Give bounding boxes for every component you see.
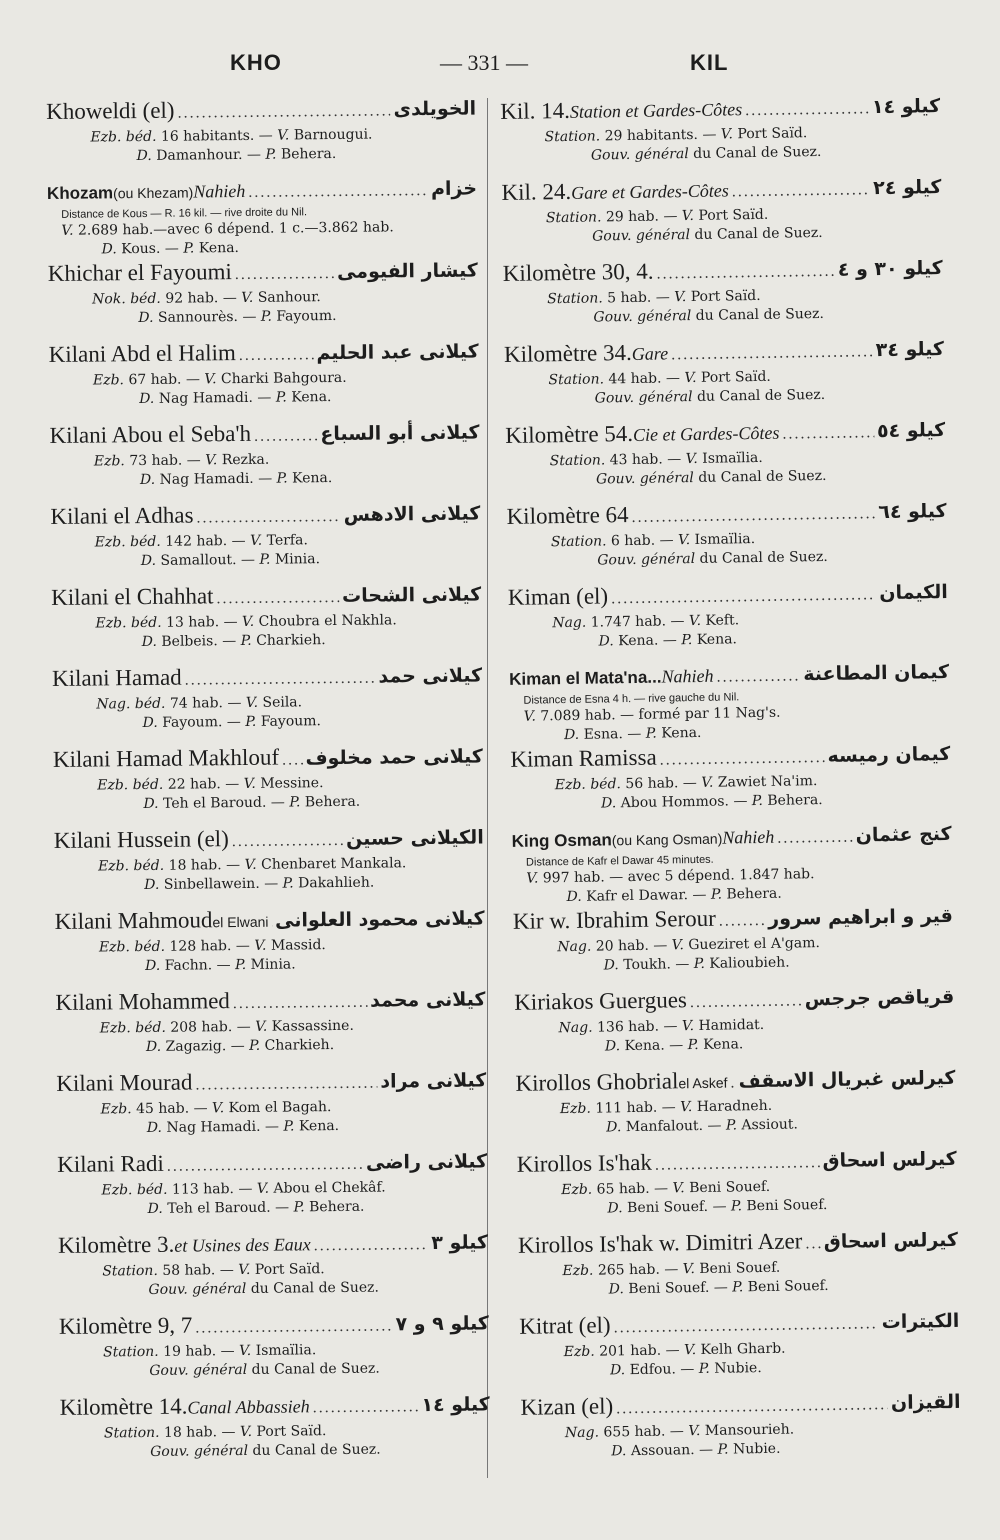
gazetteer-entry bbox=[50, 498, 481, 583]
entry-details: Ezb. béd. 13 hab. — V. Choubra el Nakhla. bbox=[95, 612, 397, 632]
running-head-right: KIL bbox=[690, 50, 729, 75]
entry-name: Kir w. Ibrahim Serour bbox=[512, 905, 717, 934]
gazetteer-entry bbox=[510, 739, 951, 827]
entry-name: Khoweldi (el) bbox=[46, 97, 175, 124]
entry-name: Kilani el Adhas bbox=[50, 502, 194, 529]
entry-qualifier: (ou Khezam) bbox=[113, 184, 194, 202]
entry-heading bbox=[49, 417, 479, 453]
entry-heading bbox=[51, 579, 481, 615]
entry-district: D. Toukh. — P. Kalioubieh. bbox=[603, 954, 790, 974]
entry-arabic-name: كيلانى حمد bbox=[378, 664, 483, 688]
entry-heading bbox=[59, 1308, 489, 1344]
gazetteer-entry bbox=[58, 1227, 489, 1312]
entry-name: Kilani Mohammed bbox=[55, 988, 230, 1015]
entry-district: D. Nag Hamadi. — P. Kena. bbox=[146, 1117, 340, 1137]
leader-dots bbox=[313, 1393, 419, 1422]
entry-details: Ezb. 45 hab. — V. Kom el Bagah. bbox=[100, 1099, 332, 1118]
entry-district: D. Nag Hamadi. — P. Kena. bbox=[139, 389, 332, 408]
entry-heading bbox=[46, 93, 476, 129]
entry-arabic-name: الكيمان bbox=[879, 581, 948, 605]
entry-arabic-name: الكيلانى حسين bbox=[345, 826, 484, 850]
entry-qualifier: el Elwani bbox=[212, 913, 269, 931]
entry-arabic-name: كيمان رميسه bbox=[827, 743, 951, 767]
entry-name: Kiriakos Guergues bbox=[514, 987, 688, 1015]
entry-arabic-name: كيلو ٢٤ bbox=[872, 176, 942, 200]
entry-name: Kilomètre 3. bbox=[57, 1231, 175, 1258]
entry-arabic-name: كيلانى الشحات bbox=[342, 583, 482, 607]
entry-details: V. 7.089 hab. — formé par 11 Nag's. bbox=[523, 704, 781, 725]
gazetteer-entry bbox=[514, 982, 955, 1070]
entry-district: D. Sinbellawein. — P. Dakahlieh. bbox=[144, 874, 375, 894]
entry-district: D. Damanhour. — P. Behera. bbox=[136, 145, 337, 165]
leader-dots bbox=[631, 500, 875, 532]
leader-dots bbox=[248, 177, 428, 207]
page-number: — 331 — bbox=[440, 50, 528, 75]
gazetteer-entry bbox=[55, 984, 486, 1069]
entry-district: D. Abou Hommos. — P. Behera. bbox=[600, 792, 823, 812]
entry-heading bbox=[54, 822, 484, 858]
gazetteer-entry bbox=[518, 1225, 959, 1313]
leader-dots bbox=[177, 97, 390, 127]
gazetteer-entry bbox=[48, 255, 479, 340]
entry-name: Kilani Mourad bbox=[56, 1069, 193, 1096]
entry-district: D. Manfalout. — P. Assiout. bbox=[606, 1116, 799, 1136]
entry-arabic-name: كيلانى مراد bbox=[380, 1069, 487, 1093]
entry-arabic-name: كيشار الفيومى bbox=[336, 259, 478, 283]
leader-dots bbox=[690, 987, 802, 1017]
leader-dots bbox=[745, 95, 869, 125]
entry-arabic-name: كيلو ١٤ bbox=[421, 1393, 490, 1417]
entry-details: Station. 58 hab. — V. Port Saïd. bbox=[102, 1261, 325, 1280]
gazetteer-entry bbox=[515, 1063, 956, 1151]
entry-details: Ezb. béd. 18 hab. — V. Chenbaret Mankala. bbox=[97, 855, 407, 875]
entry-district: Gouv. général du Canal de Suez. bbox=[593, 305, 825, 326]
entry-details: Ezb. 201 hab. — V. Kelh Gharb. bbox=[563, 1340, 786, 1361]
entry-district: D. Fachn. — P. Minia. bbox=[145, 956, 296, 975]
gazetteer-entry bbox=[57, 1146, 488, 1231]
entry-qualifier: el Askef bbox=[678, 1074, 728, 1092]
leader-dots bbox=[254, 422, 318, 451]
gazetteer-entry bbox=[520, 1387, 961, 1475]
entry-arabic-name: كيمان المطاعنة bbox=[803, 661, 950, 686]
entry-type: Nahieh bbox=[722, 826, 775, 848]
leader-dots bbox=[195, 1070, 377, 1100]
leader-dots bbox=[282, 746, 303, 774]
entry-name: Kirollos Is'hak w. Dimitri Azer bbox=[517, 1228, 803, 1258]
entry-arabic-name: خزام bbox=[430, 177, 478, 200]
entry-heading bbox=[58, 1227, 488, 1263]
entry-district: D. Nag Hamadi. — P. Kena. bbox=[139, 470, 333, 489]
entry-type: Nahieh bbox=[193, 180, 246, 202]
leader-dots bbox=[233, 989, 368, 1018]
gazetteer-entry bbox=[503, 253, 944, 341]
entry-name: Khozam bbox=[46, 183, 114, 203]
entry-name: Kil. 14. bbox=[500, 97, 571, 124]
entry-arabic-name: القيزان bbox=[890, 1390, 961, 1415]
entry-name: Kil. 24. bbox=[501, 178, 572, 205]
entry-district: D. Edfou. — P. Nubie. bbox=[609, 1360, 762, 1379]
entry-name: Kirollos Ghobrial bbox=[515, 1068, 679, 1096]
leader-dots bbox=[730, 1069, 736, 1097]
entry-details: Ezb. béd. 22 hab. — V. Messine. bbox=[97, 775, 324, 794]
entry-details: V. 997 hab. — avec 5 dépend. 1.847 hab. bbox=[526, 866, 815, 887]
entry-distance-note: Distance de Kafr el Dawar 45 minutes. bbox=[525, 853, 714, 869]
entry-arabic-name: كيلو ٣ bbox=[431, 1231, 489, 1255]
entry-district: D. Beni Souef. — P. Beni Souef. bbox=[607, 1196, 828, 1217]
leader-dots bbox=[805, 1230, 821, 1258]
leader-dots bbox=[660, 744, 825, 775]
leader-dots bbox=[671, 338, 873, 369]
leader-dots bbox=[314, 1231, 429, 1260]
entry-details: Ezb. béd. 142 hab. — V. Terfa. bbox=[94, 532, 308, 551]
entry-arabic-name: الخويلدى bbox=[393, 97, 477, 121]
entry-details: Ezb. béd. 16 habitants. — V. Barnougui. bbox=[90, 126, 373, 146]
gazetteer-entry bbox=[504, 334, 945, 422]
entry-details: Ezb. 73 hab. — V. Rezka. bbox=[93, 451, 270, 470]
leader-dots bbox=[239, 341, 314, 370]
entry-arabic-name: كيلانى عبد الحليم bbox=[316, 340, 479, 365]
entry-heading bbox=[56, 1065, 486, 1101]
entry-district: D. Fayoum. — P. Fayoum. bbox=[142, 713, 322, 732]
entry-details: Station. 19 hab. — V. Ismaïlia. bbox=[103, 1342, 317, 1361]
gazetteer-entry bbox=[506, 496, 947, 584]
entry-details: Nag. 1.747 hab. — V. Keft. bbox=[552, 612, 740, 632]
entry-details: Nag. 136 hab. — V. Hamidat. bbox=[558, 1016, 765, 1037]
gazetteer-entry bbox=[49, 417, 480, 502]
leader-dots bbox=[616, 1391, 888, 1423]
entry-district: Gouv. général du Canal de Suez. bbox=[148, 1279, 380, 1298]
leader-dots bbox=[719, 907, 766, 936]
entry-type: Gare bbox=[631, 343, 669, 364]
entry-arabic-name: كيلانى راضى bbox=[365, 1150, 488, 1174]
entry-heading bbox=[55, 984, 485, 1020]
entry-details: Station. 29 hab. — V. Port Saïd. bbox=[545, 206, 769, 227]
leader-dots bbox=[271, 909, 272, 937]
entry-district: D. Kena. — P. Kena. bbox=[598, 631, 738, 650]
gazetteer-entry bbox=[47, 174, 478, 259]
entry-district: Gouv. général du Canal de Suez. bbox=[150, 1441, 381, 1460]
entry-arabic-name: كيلو ٣٠ و ٤ bbox=[837, 257, 943, 281]
gazetteer-entry bbox=[53, 741, 484, 826]
entry-district: Gouv. général du Canal de Suez. bbox=[597, 548, 828, 569]
entry-name: Kilani Hussein (el) bbox=[53, 826, 229, 853]
entry-arabic-name: كيرلس اسحاق bbox=[822, 1147, 957, 1173]
entry-details: Station. 44 hab. — V. Port Saïd. bbox=[548, 368, 771, 389]
entry-details: Ezb. béd. 113 hab. — V. Abou el Chekâf. bbox=[101, 1179, 386, 1199]
entry-name: Kilani Abd el Halim bbox=[48, 340, 236, 367]
entry-name: King Osman bbox=[511, 830, 612, 851]
entry-name: Kilani Hamad Makhlouf bbox=[52, 744, 280, 772]
entry-arabic-name: كيرلس غبريال الاسقف bbox=[738, 1066, 956, 1093]
entry-heading bbox=[53, 741, 483, 777]
entry-distance-note: Distance de Esna 4 h. — rive gauche du Nil. bbox=[523, 691, 740, 707]
entry-name: Kilomètre 54. bbox=[505, 420, 634, 448]
leader-dots bbox=[235, 260, 335, 289]
right-column bbox=[500, 91, 962, 1475]
leader-dots bbox=[196, 503, 341, 533]
gazetteer-entry bbox=[501, 172, 942, 260]
leader-dots bbox=[232, 827, 344, 856]
gazetteer-entry bbox=[500, 91, 941, 179]
entry-district: D. Kous. — P. Kena. bbox=[101, 239, 240, 258]
leader-dots bbox=[185, 665, 376, 695]
entry-details: Ezb. 67 hab. — V. Charki Bahgoura. bbox=[92, 369, 347, 389]
entry-heading bbox=[50, 498, 480, 534]
entry-details: Ezb. 265 hab. — V. Beni Souef. bbox=[562, 1259, 781, 1280]
leader-dots bbox=[716, 662, 800, 691]
entry-district: D. Belbeis. — P. Charkieh. bbox=[141, 632, 326, 651]
entry-details: Nag. 20 hab. — V. Gueziret el A'gam. bbox=[557, 935, 821, 956]
entry-district: Gouv. général du Canal de Suez. bbox=[595, 467, 827, 488]
entry-name: Kitrat (el) bbox=[519, 1312, 611, 1339]
entry-details: Station. 29 habitants. — V. Port Saïd. bbox=[544, 125, 808, 146]
entry-details: Nag. béd. 74 hab. — V. Seila. bbox=[96, 694, 303, 713]
gazetteer-entry bbox=[519, 1306, 960, 1394]
entry-name: Khichar el Fayoumi bbox=[47, 259, 232, 286]
entry-name: Kilani Abou el Seba'h bbox=[49, 420, 252, 448]
gazetteer-entry bbox=[513, 901, 954, 989]
entry-arabic-name: كيلانى الادهس bbox=[343, 502, 481, 526]
entry-name: Kizan (el) bbox=[520, 1393, 614, 1420]
entry-district: D. Samallout. — P. Minia. bbox=[140, 551, 321, 570]
entry-arabic-name: كيلانى محمود العلوانى bbox=[274, 907, 485, 932]
entry-details: V. 2.689 hab.—avec 6 dépend. 1 c.—3.862 hab. bbox=[61, 219, 394, 239]
left-column bbox=[46, 93, 490, 1474]
gazetteer-entry bbox=[49, 336, 480, 421]
entry-details: Nag. 655 hab. — V. Mansourieh. bbox=[564, 1421, 795, 1442]
entry-type: Gare et Gardes-Côtes bbox=[570, 180, 729, 203]
entry-name: Kilani Radi bbox=[57, 1150, 164, 1177]
entry-name: Kilani Mahmoud bbox=[54, 907, 213, 934]
entry-details: Ezb. béd. 208 hab. — V. Kassassine. bbox=[99, 1017, 354, 1037]
leader-dots bbox=[656, 258, 835, 289]
entry-district: D. Esna. — P. Kena. bbox=[563, 724, 702, 744]
leader-dots bbox=[613, 1310, 878, 1342]
entry-type: Cie et Gardes-Côtes bbox=[632, 422, 780, 445]
entry-arabic-name: كيلانى حمد مخلوف bbox=[305, 745, 484, 770]
entry-name: Kilomètre 30, 4. bbox=[502, 258, 654, 286]
entry-arabic-name: كيلو ٩ و ٧ bbox=[395, 1312, 489, 1336]
entry-details: Ezb. béd. 128 hab. — V. Massid. bbox=[98, 937, 326, 956]
entry-name: Kilani el Chahhat bbox=[51, 583, 214, 610]
entry-arabic-name: كيلانى أبو السباع bbox=[320, 421, 480, 446]
entry-name: Kirollos Is'hak bbox=[516, 1149, 653, 1177]
entry-details: Station. 5 hab. — V. Port Saïd. bbox=[547, 287, 761, 308]
entry-name: Kiman (el) bbox=[507, 583, 609, 610]
entry-district: D. Kena. — P. Kena. bbox=[604, 1036, 744, 1055]
gazetteer-entry bbox=[54, 822, 485, 907]
entry-heading bbox=[52, 660, 482, 696]
gazetteer-entry bbox=[511, 820, 952, 908]
entry-details: Ezb. béd. 56 hab. — V. Zawiet Na'im. bbox=[554, 773, 818, 794]
entry-type: et Usines des Eaux bbox=[174, 1234, 311, 1256]
gazetteer-entry bbox=[505, 415, 946, 503]
entry-details: Station. 18 hab. — V. Port Saïd. bbox=[103, 1423, 327, 1442]
entry-arabic-name: كيلو ٦٤ bbox=[878, 500, 947, 524]
entry-name: Kilomètre 9, 7 bbox=[58, 1312, 193, 1339]
entry-heading bbox=[60, 1389, 490, 1425]
entry-details: Ezb. 65 hab. — V. Beni Souef. bbox=[561, 1178, 771, 1199]
entry-qualifier: (ou Kang Osman) bbox=[611, 830, 723, 849]
entry-arabic-name: قرياقص جرجس bbox=[804, 985, 955, 1011]
entry-arabic-name: كيلو ٣٤ bbox=[875, 338, 945, 362]
gazetteer-entry bbox=[508, 577, 949, 665]
entry-heading bbox=[48, 255, 478, 291]
entry-type: Nahieh bbox=[661, 665, 714, 687]
running-head-left: KHO bbox=[230, 50, 282, 75]
gazetteer-entry bbox=[52, 660, 483, 745]
entry-district: D. Kafr el Dawar. — P. Behera. bbox=[566, 885, 782, 906]
leader-dots bbox=[777, 824, 853, 853]
gazetteer-entry bbox=[56, 1065, 487, 1150]
entry-arabic-name: قير و ابراهيم سرور bbox=[768, 904, 954, 930]
gazetteer-entry bbox=[46, 93, 477, 178]
entry-district: Gouv. général du Canal de Suez. bbox=[594, 386, 826, 407]
gazetteer-entry bbox=[60, 1389, 491, 1474]
entry-district: Gouv. général du Canal de Suez. bbox=[592, 224, 823, 245]
entry-details: Ezb. 111 hab. — V. Haradneh. bbox=[559, 1097, 773, 1118]
gazetteer-entry bbox=[517, 1144, 958, 1232]
entry-distance-note: Distance de Kous — R. 16 kil. — rive droite du Nil. bbox=[61, 206, 308, 221]
entry-type: Station et Gardes-Côtes bbox=[569, 99, 743, 122]
leader-dots bbox=[732, 176, 871, 206]
entry-name: Kilani Hamad bbox=[51, 664, 182, 691]
leader-dots bbox=[167, 1151, 363, 1181]
entry-name: Kilomètre 64 bbox=[506, 502, 629, 529]
entry-district: D. Teh el Baroud. — P. Behera. bbox=[143, 793, 361, 813]
leader-dots bbox=[216, 584, 339, 613]
entry-arabic-name: كيلو ١٤ bbox=[871, 95, 941, 119]
leader-dots bbox=[195, 1312, 392, 1342]
entry-district: Gouv. général du Canal de Suez. bbox=[149, 1360, 380, 1379]
leader-dots bbox=[611, 581, 877, 613]
entry-arabic-name: كيلانى محمد bbox=[369, 988, 486, 1012]
entry-district: D. Assouan. — P. Nubie. bbox=[611, 1440, 781, 1460]
gazetteer-entry bbox=[509, 658, 950, 746]
entry-heading bbox=[47, 174, 477, 209]
gazetteer-entry bbox=[59, 1308, 490, 1393]
entry-name: Kilomètre 14. bbox=[59, 1393, 188, 1420]
entry-type: Canal Abbassieh bbox=[187, 1396, 310, 1418]
entry-name: Kilomètre 34. bbox=[503, 339, 632, 367]
entry-details: Station. 43 hab. — V. Ismaïlia. bbox=[549, 449, 763, 470]
entry-name: Kiman Ramissa bbox=[510, 744, 657, 772]
entry-district: D. Beni Souef. — P. Beni Souef. bbox=[608, 1277, 829, 1298]
entry-details: Station. 6 hab. — V. Ismaïlia. bbox=[550, 531, 756, 551]
leader-dots bbox=[782, 419, 874, 448]
entry-arabic-name: كنج عثمان bbox=[855, 822, 952, 847]
entry-arabic-name: كيرلس اسحاق bbox=[823, 1228, 959, 1254]
entry-heading bbox=[57, 1146, 487, 1182]
entry-arabic-name: كيلو ٥٤ bbox=[876, 419, 946, 443]
entry-district: D. Zagazig. — P. Charkieh. bbox=[145, 1037, 335, 1056]
entry-arabic-name: الكيترات bbox=[881, 1309, 960, 1334]
entry-district: D. Teh el Baroud. — P. Behera. bbox=[147, 1198, 365, 1217]
gazetteer-entry bbox=[51, 579, 482, 664]
entry-details: Nok. béd. 92 hab. — V. Sanhour. bbox=[92, 289, 321, 308]
leader-dots bbox=[655, 1149, 820, 1180]
gazetteer-entry bbox=[54, 903, 485, 988]
entry-heading bbox=[54, 903, 484, 939]
entry-name: Kiman el Mata'na... bbox=[508, 667, 662, 689]
entry-district: Gouv. général du Canal de Suez. bbox=[590, 143, 822, 164]
entry-heading bbox=[49, 336, 479, 372]
entry-district: D. Sannourès. — P. Fayoum. bbox=[138, 307, 337, 327]
